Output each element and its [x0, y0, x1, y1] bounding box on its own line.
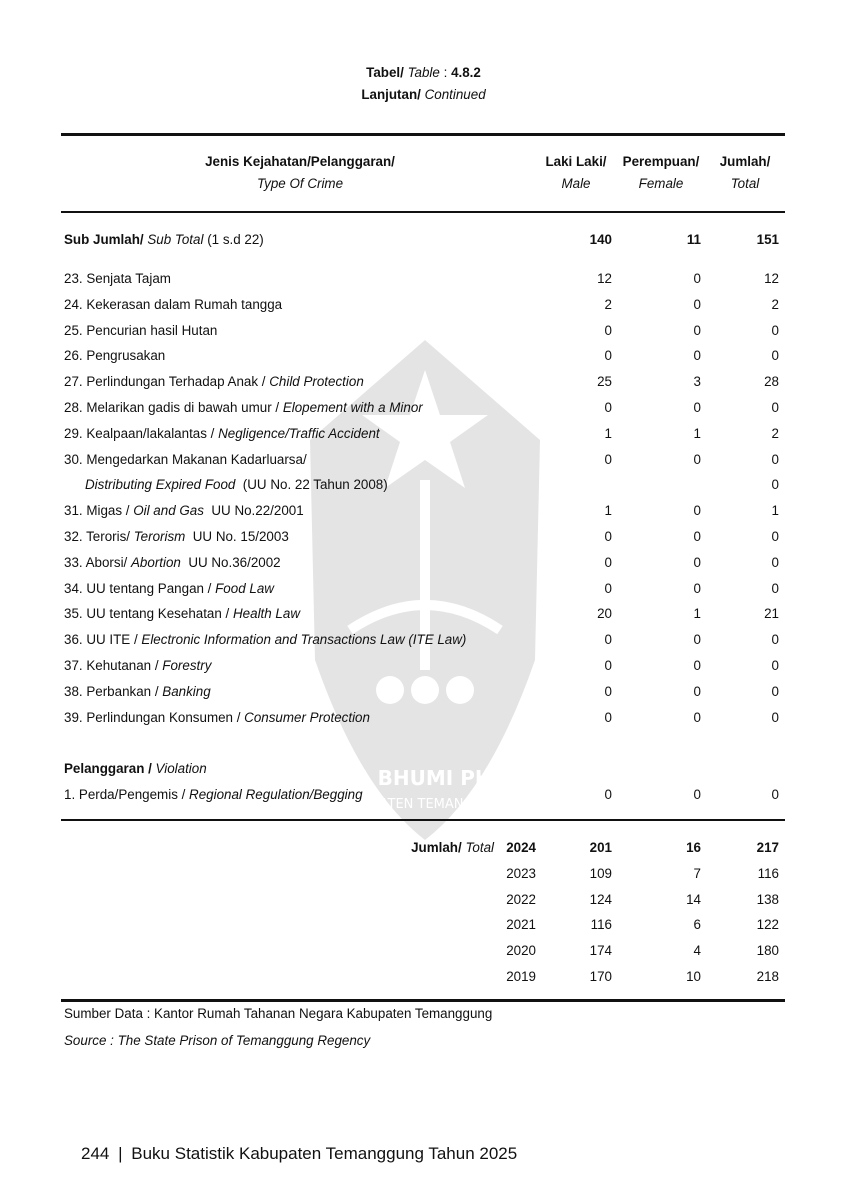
crime-label-id: 34. UU tentang Pangan /: [64, 581, 216, 596]
subtotal-label: [64, 227, 264, 252]
totals-top-rule: [61, 819, 785, 821]
crime-female: 0: [693, 581, 701, 596]
header-male: [540, 151, 612, 195]
crime-male: 2: [604, 297, 612, 312]
crime-male: 20: [597, 606, 612, 621]
crime-total: 0: [771, 581, 779, 596]
violation-heading-en: Violation: [155, 761, 207, 776]
total-female: 7: [693, 866, 701, 881]
crime-label-id: 31. Migas /: [64, 503, 134, 518]
total-year: 2024: [506, 840, 536, 855]
total-total: 218: [756, 969, 779, 984]
crime-total: 28: [764, 374, 779, 389]
crime-male: 0: [604, 529, 612, 544]
total-male: 201: [589, 840, 612, 855]
crime-label-id: 28. Melarikan gadis di bawah umur /: [64, 400, 283, 415]
violation-female: 0: [693, 787, 701, 802]
crime-label: [64, 524, 289, 549]
total-year: 2022: [506, 892, 536, 907]
crime-label: [64, 601, 300, 626]
crime-label: [64, 498, 304, 523]
table-number: 4.8.2: [451, 65, 481, 80]
crime-label-id: 39. Perlindungan Konsumen /: [64, 710, 245, 725]
violation-heading: [0, 756, 847, 781]
footer-separator: |: [118, 1144, 123, 1163]
total-male: 109: [589, 866, 612, 881]
crime-label-en: Terorism: [133, 529, 186, 544]
crime-row: [0, 318, 847, 343]
crime-label-en: Forestry: [162, 658, 212, 673]
crime-label-id: 26. Pengrusakan: [64, 348, 166, 363]
header-crime-en: Type Of Crime: [256, 176, 344, 191]
crime-label-en: Distributing Expired Food: [85, 477, 236, 492]
watermark-regency: KABUPATEN TEMANGGUNG: [337, 797, 513, 812]
violation-label-id: 1. Perda/Pengemis /: [64, 787, 190, 802]
crime-label-en: Oil and Gas: [133, 503, 204, 518]
subtitle-id: Lanjutan/: [361, 87, 421, 102]
crime-female: 0: [693, 710, 701, 725]
header-total-en: Total: [730, 176, 760, 191]
crime-female: 0: [693, 323, 701, 338]
crime-row: [0, 395, 847, 420]
total-year: 2021: [506, 917, 536, 932]
crime-label-suffix: (UU No. 22 Tahun 2008): [235, 477, 388, 492]
crime-total: 0: [771, 323, 779, 338]
crime-label: [64, 705, 370, 730]
crime-female: 0: [693, 632, 701, 647]
crime-label-id: 33. Aborsi/: [64, 555, 131, 570]
total-total: 122: [756, 917, 779, 932]
crime-label-id: 32. Teroris/: [64, 529, 134, 544]
crime-male: 0: [604, 710, 612, 725]
crime-row: [0, 369, 847, 394]
page-number: 244: [81, 1144, 110, 1163]
total-year: 2023: [506, 866, 536, 881]
crime-male: 0: [604, 452, 612, 467]
crime-label-en: Abortion: [131, 555, 181, 570]
crime-label-en: Health Law: [233, 606, 300, 621]
crime-total: 0: [771, 658, 779, 673]
crime-label: [64, 369, 364, 394]
totals-label-id: Jumlah/: [411, 840, 462, 855]
subtotal-total: 151: [756, 232, 779, 247]
crime-total: 0: [771, 555, 779, 570]
total-year-row: [0, 964, 847, 989]
header-male-id: Laki Laki/: [545, 154, 607, 169]
table-number-line: [0, 62, 847, 84]
total-female: 6: [693, 917, 701, 932]
crime-female: 1: [693, 606, 701, 621]
header-female: [616, 151, 706, 195]
total-male: 170: [589, 969, 612, 984]
subtotal-male: 140: [589, 232, 612, 247]
crime-row: [0, 627, 847, 652]
subtotal-label-en: Sub Total: [147, 232, 204, 247]
subtitle-en: Continued: [424, 87, 486, 102]
book-title: Buku Statistik Kabupaten Temanggung Tahun 2025: [131, 1144, 518, 1163]
crime-label-en: Elopement with a Minor: [282, 400, 423, 415]
crime-label-id: 25. Pencurian hasil Hutan: [64, 323, 218, 338]
crime-label-id: 23. Senjata Tajam: [64, 271, 171, 286]
crime-total: 0: [771, 400, 779, 415]
source-en: [64, 1027, 370, 1054]
title-separator: :: [443, 65, 448, 80]
crime-male: 0: [604, 400, 612, 415]
total-total: 138: [756, 892, 779, 907]
totals-label-en: Total: [465, 840, 494, 855]
crime-row: [0, 266, 847, 291]
crime-row: [0, 550, 847, 575]
violation-label-en: Regional Regulation/Begging: [189, 787, 363, 802]
crime-total: 1: [771, 503, 779, 518]
crime-label-suffix: UU No. 15/2003: [185, 529, 289, 544]
crime-row: [0, 472, 847, 497]
page-footer: [81, 1142, 517, 1166]
crime-male: 0: [604, 323, 612, 338]
crime-row: [0, 653, 847, 678]
total-male: 174: [589, 943, 612, 958]
total-female: 4: [693, 943, 701, 958]
crime-label: [64, 421, 380, 446]
crime-label-id: 37. Kehutanan /: [64, 658, 163, 673]
header-female-id: Perempuan/: [622, 154, 700, 169]
crime-male: 0: [604, 658, 612, 673]
crime-male: 0: [604, 581, 612, 596]
header-male-en: Male: [561, 176, 591, 191]
crime-female: 0: [693, 400, 701, 415]
crime-female: 0: [693, 297, 701, 312]
crime-label: [64, 266, 171, 291]
crime-female: 3: [693, 374, 701, 389]
violation-male: 0: [604, 787, 612, 802]
crime-label: [64, 576, 274, 601]
crime-label-en: Electronic Information and Transactions Law (ITE Law): [141, 632, 467, 647]
crime-row: [0, 421, 847, 446]
crime-male: 0: [604, 684, 612, 699]
crime-label: [64, 550, 281, 575]
total-year-row: [0, 938, 847, 963]
crime-row: [0, 601, 847, 626]
crime-male: 0: [604, 348, 612, 363]
total-total: 116: [757, 866, 779, 881]
header-total: [712, 151, 778, 195]
header-crime-type: [100, 151, 500, 195]
subtotal-range: (1 s.d 22): [207, 232, 264, 247]
total-female: 10: [686, 969, 701, 984]
header-crime-id: Jenis Kejahatan/Pelanggaran/: [205, 154, 395, 169]
crime-total: 0: [771, 477, 779, 492]
crime-label-en: Negligence/Traffic Accident: [218, 426, 380, 441]
crime-female: 0: [693, 271, 701, 286]
crime-female: 0: [693, 529, 701, 544]
crime-row: [0, 498, 847, 523]
crime-total: 12: [764, 271, 779, 286]
total-male: 124: [589, 892, 612, 907]
crime-label-en: Consumer Protection: [244, 710, 370, 725]
crime-male: 1: [604, 426, 612, 441]
crime-label-en: Banking: [162, 684, 211, 699]
violation-label: [64, 782, 363, 807]
crime-row: [0, 576, 847, 601]
crime-label-id: 29. Kealpaan/lakalantas /: [64, 426, 219, 441]
crime-female: 0: [693, 348, 701, 363]
crime-label-suffix: UU No.22/2001: [203, 503, 304, 518]
crime-label-en: Food Law: [215, 581, 274, 596]
crime-female: 0: [693, 555, 701, 570]
table-top-rule: [61, 133, 785, 136]
crime-row: [0, 292, 847, 317]
crime-male: 1: [604, 503, 612, 518]
total-total: 180: [756, 943, 779, 958]
crime-label: [64, 653, 211, 678]
crime-total: 0: [771, 684, 779, 699]
crime-label: [64, 679, 211, 704]
total-year-row: [0, 835, 847, 860]
header-female-en: Female: [638, 176, 684, 191]
crime-label-id: 30. Mengedarkan Makanan Kadarluarsa/: [64, 452, 307, 467]
total-year-row: [0, 861, 847, 886]
total-total: 217: [756, 840, 779, 855]
header-bottom-rule: [61, 211, 785, 213]
crime-label: [64, 395, 423, 420]
crime-male: 25: [597, 374, 612, 389]
crime-row: [0, 679, 847, 704]
crime-label-en: Child Protection: [269, 374, 364, 389]
subtotal-label-id: Sub Jumlah/: [64, 232, 144, 247]
table-title: [0, 62, 847, 106]
crime-total: 0: [771, 710, 779, 725]
crime-label: [85, 472, 388, 497]
crime-total: 0: [771, 529, 779, 544]
crime-label: [64, 343, 165, 368]
crime-row: [0, 524, 847, 549]
total-year: 2020: [506, 943, 536, 958]
crime-male: 0: [604, 555, 612, 570]
crime-female: 0: [693, 684, 701, 699]
crime-label-id: 27. Perlindungan Terhadap Anak /: [64, 374, 270, 389]
crime-male: 0: [604, 632, 612, 647]
title-label-en: Table: [407, 65, 440, 80]
crime-total: 0: [771, 348, 779, 363]
violation-heading-id: Pelanggaran /: [64, 761, 152, 776]
table-subtitle: [0, 84, 847, 106]
crime-female: 0: [693, 658, 701, 673]
total-year: 2019: [506, 969, 536, 984]
crime-label-id: 35. UU tentang Kesehatan /: [64, 606, 233, 621]
crime-label-id: 36. UU ITE /: [64, 632, 142, 647]
crime-total: 0: [771, 452, 779, 467]
title-label-id: Tabel/: [366, 65, 404, 80]
total-male: 116: [590, 917, 612, 932]
crime-label-id: 38. Perbankan /: [64, 684, 163, 699]
crime-male: 12: [597, 271, 612, 286]
crime-total: 0: [771, 632, 779, 647]
source-id: Sumber Data : Kantor Rumah Tahanan Negara Kabupaten Temanggung: [64, 1006, 493, 1021]
subtotal-female: 11: [686, 232, 701, 247]
crime-row: [0, 447, 847, 472]
source-en-text: Source : The State Prison of Temanggung Regency: [64, 1033, 371, 1048]
crime-row: [0, 705, 847, 730]
crime-female: 0: [693, 452, 701, 467]
crime-label: [64, 292, 282, 317]
header-total-id: Jumlah/: [719, 154, 771, 169]
crime-label-id: 24. Kekerasan dalam Rumah tangga: [64, 297, 283, 312]
total-year-row: [0, 912, 847, 937]
total-female: 16: [686, 840, 701, 855]
total-female: 14: [686, 892, 701, 907]
total-year-row: [0, 887, 847, 912]
crime-label: [64, 627, 466, 652]
violation-total: 0: [771, 787, 779, 802]
crime-total: 2: [771, 426, 779, 441]
watermark-motto: SAYA BHUMI PHALA: [314, 766, 536, 790]
crime-total: 2: [771, 297, 779, 312]
crime-label-suffix: UU No.36/2002: [180, 555, 281, 570]
crime-total: 21: [764, 606, 779, 621]
subtotal-row: [0, 227, 847, 252]
crime-label: [64, 318, 217, 343]
crime-row: [0, 343, 847, 368]
crime-female: 1: [693, 426, 701, 441]
crime-label: [64, 447, 307, 472]
violation-row: [0, 782, 847, 807]
crime-female: 0: [693, 503, 701, 518]
